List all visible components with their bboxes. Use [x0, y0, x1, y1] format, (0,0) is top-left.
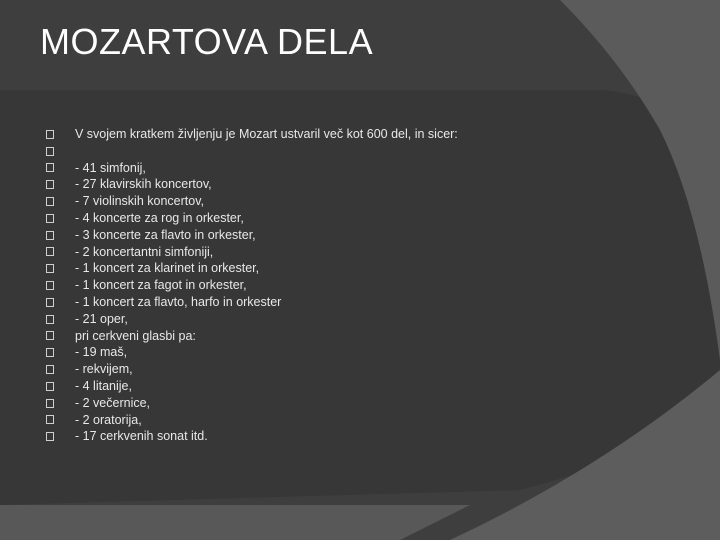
list-item-text: - 1 koncert za fagot in orkester, — [75, 278, 247, 293]
bullet-box-icon — [46, 163, 54, 172]
bullet-box-icon — [46, 214, 54, 223]
list-item-text: - 2 koncertantni simfoniji, — [75, 244, 214, 259]
list-item — [46, 143, 606, 160]
bullet-box-icon — [46, 298, 54, 307]
list-item-text: V svojem kratkem življenju je Mozart ustvaril več kot 600 del, in sicer: — [75, 127, 458, 141]
slide-title: MOZARTOVA DELA — [40, 21, 374, 62]
bullet-box-icon — [46, 147, 54, 156]
list-item — [46, 277, 606, 294]
list-item-text: - 1 koncert za flavto, harfo in orkester — [75, 294, 282, 309]
list-item-text: - 4 litanije, — [75, 378, 132, 393]
bullet-box-icon — [46, 315, 54, 324]
list-item — [46, 328, 606, 345]
list-item — [46, 160, 606, 177]
list-item — [46, 344, 606, 361]
bullet-box-icon — [46, 180, 54, 189]
list-item-text: pri cerkveni glasbi pa: — [75, 328, 196, 343]
bullet-box-icon — [46, 331, 54, 340]
list-item-text: - 7 violinskih koncertov, — [75, 194, 204, 209]
bullet-box-icon — [46, 197, 54, 206]
list-item — [46, 412, 606, 429]
list-item-text: - 2 oratorija, — [75, 412, 142, 427]
bullet-box-icon — [46, 399, 54, 408]
bullet-box-icon — [46, 247, 54, 256]
list-item-text: - 2 večernice, — [75, 395, 151, 410]
list-item-text: - 19 maš, — [75, 345, 128, 360]
list-item — [46, 395, 606, 412]
list-item-text: - 4 koncerte za rog in orkester, — [75, 210, 244, 225]
bullet-box-icon — [46, 130, 54, 139]
bullet-box-icon — [46, 348, 54, 357]
list-item — [46, 210, 606, 227]
list-item — [46, 311, 606, 328]
bullet-box-icon — [46, 432, 54, 441]
bullet-box-icon — [46, 382, 54, 391]
bullet-box-icon — [46, 365, 54, 374]
list-item-text: - 41 simfonij, — [75, 160, 146, 175]
bullet-box-icon — [46, 415, 54, 424]
list-item-text: - 1 koncert za klarinet in orkester, — [75, 261, 260, 276]
list-item — [46, 260, 606, 277]
list-item — [46, 193, 606, 210]
list-item-text: - 17 cerkvenih sonat itd. — [75, 429, 208, 444]
list-item — [46, 227, 606, 244]
list-item-text: - 3 koncerte za flavto in orkester, — [75, 227, 256, 242]
list-item-text: - 27 klavirskih koncertov, — [75, 177, 212, 192]
list-item — [46, 126, 606, 143]
bullet-box-icon — [46, 231, 54, 240]
bullet-box-icon — [46, 264, 54, 273]
bullet-box-icon — [46, 281, 54, 290]
list-item-text: - 21 oper, — [75, 311, 128, 326]
list-item-text: - rekvijem, — [75, 362, 133, 377]
content-list — [46, 126, 606, 445]
list-item — [46, 294, 606, 311]
list-item — [46, 428, 606, 445]
list-item — [46, 378, 606, 395]
list-item — [46, 176, 606, 193]
list-item — [46, 361, 606, 378]
list-item — [46, 244, 606, 261]
